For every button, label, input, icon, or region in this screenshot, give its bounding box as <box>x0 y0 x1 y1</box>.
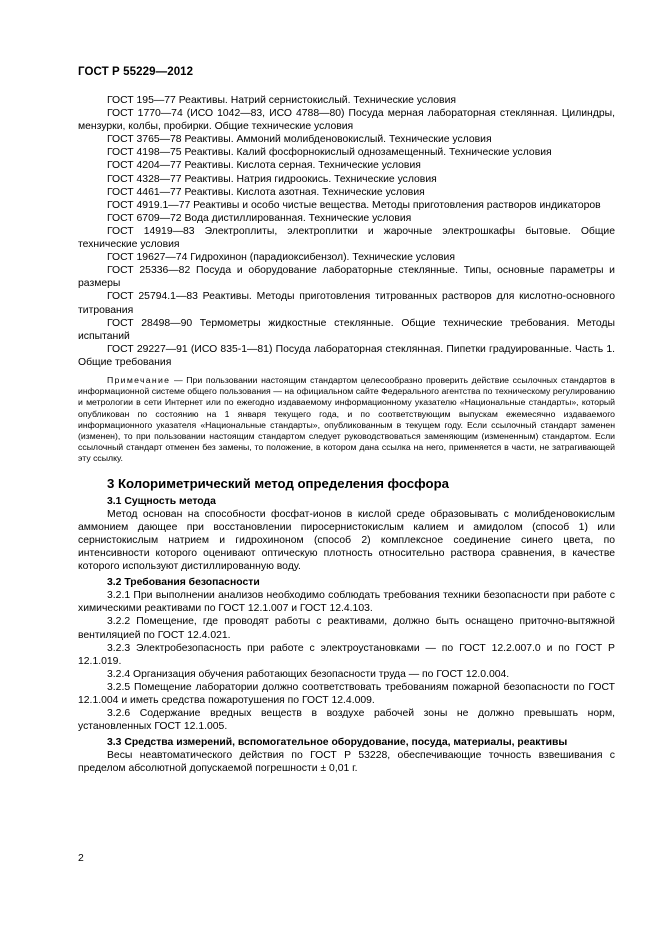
subsection-3-1-text: Метод основан на способности фосфат-ионов в кислой среде образовывать с молибденовокислым аммонием дающее при восстановлении пиросернистокислым калием и амидолом (способ 1) или сернистокислым натрием и гидрохиноном (способ 2) комплексное соединение синего цвета, по интенсивности которого оценивают оптическую плотность относительно раствора сравнения, в качестве которого используют дистиллированную воду. <box>78 508 615 573</box>
clause-3-2-4: 3.2.4 Организация обучения работающих безопасности труда — по ГОСТ 12.0.004. <box>107 668 510 680</box>
reference-item: ГОСТ 19627—74 Гидрохинон (парадиоксибензол). Технические условия <box>107 252 455 264</box>
note-label: Примечание <box>107 374 171 385</box>
reference-item: ГОСТ 3765—78 Реактивы. Аммоний молибденовокислый. Технические условия <box>107 134 492 146</box>
page-number: 2 <box>78 853 84 864</box>
reference-item: ГОСТ 4328—77 Реактивы. Натрия гидроокись. Технические условия <box>107 173 437 185</box>
subsection-3-3-text: Весы неавтоматического действия по ГОСТ Р 53228, обеспечивающие точность взвешивания с пределом абсолютной допускаемой погрешности ± 0,01 г. <box>78 750 615 775</box>
clause-3-2-3: 3.2.3 Электробезопасность при работе с электроустановками — по ГОСТ 12.2.007.0 и по ГОСТ Р 12.1.019. <box>78 642 615 667</box>
clause-3-2-5: 3.2.5 Помещение лаборатории должно соответствовать требованиям пожарной безопасности по ГОСТ 12.1.004 и иметь средства пожаротушения по ГОСТ 12.4.009. <box>78 681 615 706</box>
reference-item: ГОСТ 14919—83 Электроплиты, электроплитки и жарочные электрошкафы бытовые. Общие технические условия <box>78 225 615 251</box>
clause-3-2-1: 3.2.1 При выполнении анализов необходимо соблюдать требования техники безопасности при работе с химическими реактивами по ГОСТ 12.1.007 и ГОСТ 12.4.103. <box>78 590 615 615</box>
reference-item: ГОСТ 28498—90 Термометры жидкостные стеклянные. Общие технические требования. Методы испытаний <box>78 317 615 342</box>
reference-item: ГОСТ 195—77 Реактивы. Натрий сернистокислый. Технические условия <box>107 95 456 106</box>
subsection-3-2-title: 3.2 Требования безопасности <box>107 577 260 589</box>
note-text: — При пользовании настоящим стандартом целесообразно проверить действие ссылочных стандартов в информационной системе общего пользования — на официальном сайте Федерального агентства по техническому регулированию и метрологии в сети Интернет или по ежегодно издаваемому информационному указателю «Национальные стандарты», который опубликован по состоянию на 1 января текущего года, и по соответствующим выпускам ежемесячно издаваемого информационного указателя «Национальные стандарты», опубликованным в текущем году. Если ссылочный стандарт заменен (изменен), то при пользовании настоящим стандартом следует руководствоваться заменяющим (измененным) стандартом. Если ссылочный стандарт отменен без замены, то положение, в котором дана ссылка на него, применяется в части, не затрагивающей эту ссылку. <box>78 374 615 464</box>
reference-item: ГОСТ 1770—74 (ИСО 1042—83, ИСО 4788—80) Посуда мерная лабораторная стеклянная. Цилиндры, мензурки, колбы, пробирки. Общие технические условия <box>78 108 615 133</box>
subsection-3-1-title: 3.1 Сущность метода <box>107 495 216 507</box>
reference-item: ГОСТ 4204—77 Реактивы. Кислота серная. Технические условия <box>107 160 421 172</box>
clause-3-2-6: 3.2.6 Содержание вредных веществ в воздухе рабочей зоны не должно превышать норм, установленных ГОСТ 12.1.005. <box>78 708 615 733</box>
reference-item: ГОСТ 25336—82 Посуда и оборудование лабораторные стеклянные. Типы, основные параметры и размеры <box>78 265 615 290</box>
normative-references-list <box>78 94 615 369</box>
reference-item: ГОСТ 4919.1—77 Реактивы и особо чистые вещества. Методы приготовления растворов индикаторов <box>107 199 601 211</box>
subsection-3-3-title: 3.3 Средства измерений, вспомогательное оборудование, посуда, материалы, реактивы <box>107 737 568 749</box>
reference-item: ГОСТ 4198—75 Реактивы. Калий фосфорнокислый однозамещенный. Технические условия <box>107 147 552 159</box>
document-body <box>78 94 615 776</box>
clause-3-2-2: 3.2.2 Помещение, где проводят работы с реактивами, должно быть оснащено приточно-вытяжной вентиляцией по ГОСТ 12.4.021. <box>78 616 615 641</box>
reference-item: ГОСТ 4461—77 Реактивы. Кислота азотная. Технические условия <box>107 186 425 198</box>
document-header: ГОСТ Р 55229—2012 <box>78 66 194 78</box>
section-3-title: 3 Колориметрический метод определения фосфора <box>107 475 449 491</box>
reference-item: ГОСТ 6709—72 Вода дистиллированная. Технические условия <box>107 212 412 224</box>
reference-item: ГОСТ 29227—91 (ИСО 835-1—81) Посуда лабораторная стеклянная. Пипетки градуированные. Часть 1. Общие требования <box>78 343 615 368</box>
reference-item: ГОСТ 25794.1—83 Реактивы. Методы приготовления титрованных растворов для кислотно-основного титрования <box>78 291 615 316</box>
note-paragraph <box>78 375 615 465</box>
